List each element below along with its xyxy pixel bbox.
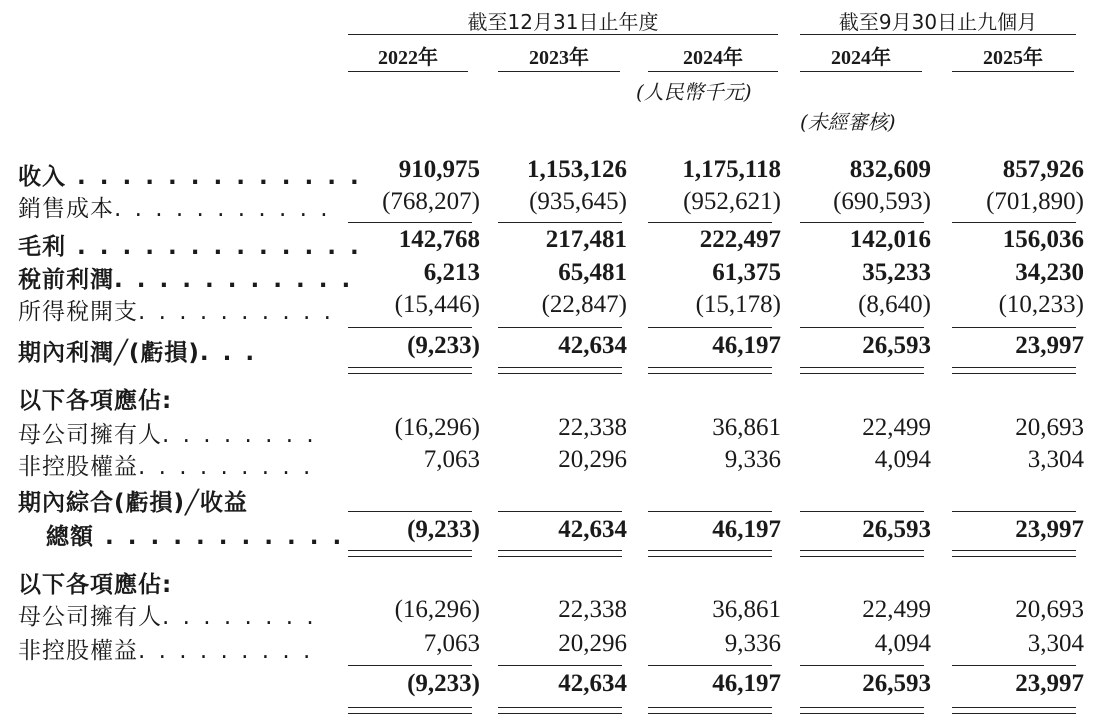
table-rule <box>648 373 772 374</box>
year-header: 2025年 <box>983 47 1043 69</box>
table-rule <box>952 373 1076 374</box>
table-rule <box>952 550 1076 551</box>
figure-cell: 857,926 <box>1002 156 1084 183</box>
figure-cell: 26,593 <box>862 670 931 697</box>
figure-cell: 26,593 <box>862 516 931 543</box>
row-label-owners-of-parent: 母公司擁有人. . . . . . . . <box>18 422 317 448</box>
figure-cell: (8,640) <box>858 291 931 318</box>
group-header-fiscal-year: 截至12月31日止年度 <box>467 10 659 34</box>
row-label-total-amount: 總額 . . . . . . . . . . . <box>46 524 345 550</box>
figure-cell: 222,497 <box>699 226 781 253</box>
figure-cell: 142,016 <box>849 226 931 253</box>
figure-cell: 142,768 <box>398 226 480 253</box>
table-rule <box>348 665 472 666</box>
figure-cell: 46,197 <box>712 332 781 359</box>
table-rule <box>498 556 622 557</box>
table-rule <box>800 713 924 714</box>
figure-cell: (952,621) <box>683 188 781 215</box>
figure-cell: 46,197 <box>712 670 781 697</box>
year-underline <box>952 71 1074 72</box>
figure-cell: (10,233) <box>998 291 1084 318</box>
table-rule <box>348 373 472 374</box>
row-label-non-controlling: 非控股權益. . . . . . . . . <box>18 454 314 480</box>
figure-cell: (701,890) <box>986 188 1084 215</box>
row-label-attributable-to: 以下各項應佔: <box>18 572 173 598</box>
table-rule <box>952 367 1076 368</box>
row-label-profit-for-period: 期內利潤╱(虧損). . . <box>18 340 258 366</box>
figure-cell: 42,634 <box>558 516 627 543</box>
table-rule <box>498 373 622 374</box>
year-underline <box>348 71 468 72</box>
figure-cell: (9,233) <box>407 516 480 543</box>
figure-cell: 20,296 <box>558 446 627 473</box>
figure-cell: 22,338 <box>558 596 627 623</box>
figure-cell: 7,063 <box>423 446 480 473</box>
table-rule <box>498 707 622 708</box>
figure-cell: 1,153,126 <box>527 156 627 183</box>
figure-cell: (935,645) <box>529 188 627 215</box>
row-label-attributable-to: 以下各項應佔: <box>18 388 173 414</box>
figure-cell: (9,233) <box>407 670 480 697</box>
figure-cell: 1,175,118 <box>682 156 781 183</box>
table-rule <box>348 511 472 512</box>
table-rule <box>648 327 772 328</box>
year-header: 2024年 <box>683 47 743 69</box>
year-header: 2022年 <box>378 47 438 69</box>
table-rule <box>800 373 924 374</box>
figure-cell: 36,861 <box>712 414 781 441</box>
figure-cell: (22,847) <box>541 291 627 318</box>
table-rule <box>498 550 622 551</box>
figure-cell: 832,609 <box>849 156 931 183</box>
table-rule <box>800 222 924 223</box>
table-rule <box>800 367 924 368</box>
figure-cell: 42,634 <box>558 670 627 697</box>
figure-cell: (16,296) <box>394 596 480 623</box>
figure-cell: 22,499 <box>862 414 931 441</box>
figure-cell: 20,296 <box>558 630 627 657</box>
table-rule <box>348 367 472 368</box>
table-rule <box>952 707 1076 708</box>
figure-cell: 9,336 <box>724 630 781 657</box>
table-rule <box>800 707 924 708</box>
year-header: 2023年 <box>529 47 589 69</box>
figure-cell: 3,304 <box>1027 630 1084 657</box>
table-rule <box>348 713 472 714</box>
table-rule <box>498 713 622 714</box>
figure-cell: 4,094 <box>874 630 931 657</box>
row-label-gross-profit: 毛利 . . . . . . . . . . . . . <box>18 234 362 260</box>
figure-cell: (15,178) <box>695 291 781 318</box>
figure-cell: 26,593 <box>862 332 931 359</box>
figure-cell: 34,230 <box>1015 259 1084 286</box>
figure-cell: 217,481 <box>545 226 627 253</box>
table-rule <box>348 550 472 551</box>
figure-cell: (9,233) <box>407 332 480 359</box>
figure-cell: 4,094 <box>874 446 931 473</box>
figure-cell: 22,499 <box>862 596 931 623</box>
figure-cell: 23,997 <box>1015 670 1084 697</box>
table-rule <box>952 327 1076 328</box>
table-rule <box>348 222 472 223</box>
table-rule <box>498 222 622 223</box>
table-rule <box>348 556 472 557</box>
figure-cell: 22,338 <box>558 414 627 441</box>
table-rule <box>648 713 772 714</box>
table-rule <box>800 550 924 551</box>
table-rule <box>952 556 1076 557</box>
figure-cell: 23,997 <box>1015 332 1084 359</box>
table-rule <box>648 511 772 512</box>
table-rule <box>648 222 772 223</box>
figure-cell: 65,481 <box>558 259 627 286</box>
table-rule <box>648 707 772 708</box>
table-rule <box>498 327 622 328</box>
figure-cell: (768,207) <box>382 188 480 215</box>
row-label-profit-before-tax: 稅前利潤. . . . . . . . . . . <box>18 267 354 293</box>
group-header-nine-months: 截至9月30日止九個月 <box>838 10 1038 34</box>
figure-cell: 46,197 <box>712 516 781 543</box>
figure-cell: 156,036 <box>1002 226 1084 253</box>
row-label-income-tax: 所得稅開支. . . . . . . . . . <box>18 299 334 325</box>
group-underline <box>800 34 1076 35</box>
figure-cell: 9,336 <box>724 446 781 473</box>
table-rule <box>498 511 622 512</box>
figure-cell: 35,233 <box>862 259 931 286</box>
unit-label: (人民幣千元) <box>636 80 752 104</box>
row-label-owners-of-parent: 母公司擁有人. . . . . . . . <box>18 604 317 630</box>
year-underline <box>800 71 922 72</box>
row-label-revenue: 收入 . . . . . . . . . . . . . <box>18 164 362 190</box>
table-rule <box>800 556 924 557</box>
table-rule <box>648 665 772 666</box>
figure-cell: (15,446) <box>394 291 480 318</box>
figure-cell: 7,063 <box>423 630 480 657</box>
table-rule <box>952 665 1076 666</box>
year-header: 2024年 <box>831 47 891 69</box>
year-underline <box>498 71 620 72</box>
table-rule <box>648 550 772 551</box>
figure-cell: (16,296) <box>394 414 480 441</box>
figure-cell: 42,634 <box>558 332 627 359</box>
table-rule <box>952 222 1076 223</box>
table-rule <box>800 327 924 328</box>
unaudited-label: (未經審核) <box>800 110 896 134</box>
table-rule <box>498 367 622 368</box>
figure-cell: 61,375 <box>712 259 781 286</box>
figure-cell: (690,593) <box>833 188 931 215</box>
row-label-comprehensive-total: 期內綜合(虧損)╱收益 <box>18 490 248 516</box>
table-rule <box>800 665 924 666</box>
table-rule <box>800 511 924 512</box>
figure-cell: 20,693 <box>1015 414 1084 441</box>
row-label-cost-of-sales: 銷售成本. . . . . . . . . . . <box>18 196 331 222</box>
table-rule <box>952 511 1076 512</box>
figure-cell: 20,693 <box>1015 596 1084 623</box>
table-rule <box>348 707 472 708</box>
group-underline <box>348 34 778 35</box>
figure-cell: 23,997 <box>1015 516 1084 543</box>
table-rule <box>952 713 1076 714</box>
figure-cell: 910,975 <box>398 156 480 183</box>
table-rule <box>648 556 772 557</box>
year-underline <box>648 71 778 72</box>
figure-cell: 36,861 <box>712 596 781 623</box>
table-rule <box>498 665 622 666</box>
table-rule <box>648 367 772 368</box>
figure-cell: 6,213 <box>423 259 480 286</box>
figure-cell: 3,304 <box>1027 446 1084 473</box>
table-rule <box>348 327 472 328</box>
row-label-non-controlling: 非控股權益. . . . . . . . . <box>18 638 314 664</box>
